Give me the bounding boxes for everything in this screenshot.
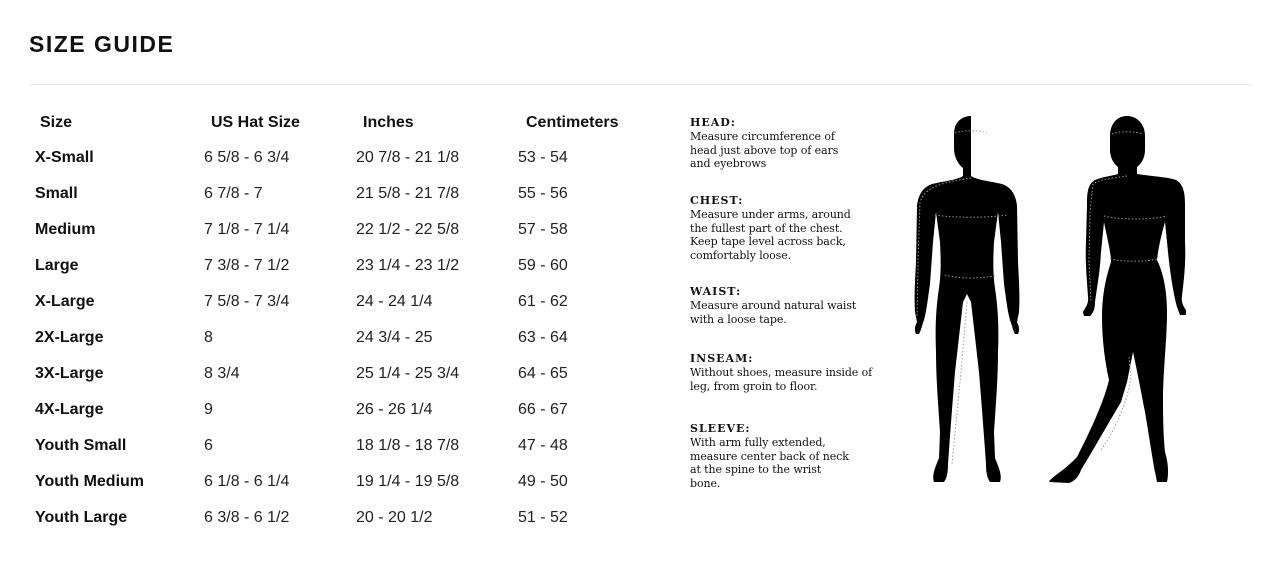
centimeters-cell: 66 - 67 [518, 401, 568, 418]
inches-cell: 24 3/4 - 25 [356, 329, 433, 346]
size-cell: 2X-Large [35, 329, 104, 346]
table-row [30, 140, 656, 176]
us-hat-size-cell: 8 3/4 [204, 365, 240, 382]
measurement-chest-text: Keep tape level across back, [690, 235, 846, 248]
measurement-chest-text: Measure under arms, around [690, 208, 851, 221]
measurement-waist-text: Measure around natural waist [690, 299, 857, 312]
us-hat-size-cell: 7 1/8 - 7 1/4 [204, 221, 290, 238]
measurement-sleeve-text: at the spine to the wrist [690, 463, 822, 476]
table-row [30, 284, 656, 320]
centimeters-cell: 61 - 62 [518, 293, 568, 310]
size-cell: X-Small [35, 149, 94, 166]
centimeters-cell: 51 - 52 [518, 509, 568, 526]
female-silhouette [1049, 116, 1186, 483]
size-cell: Small [35, 185, 78, 202]
inches-cell: 22 1/2 - 22 5/8 [356, 221, 460, 238]
us-hat-size-cell: 6 3/8 - 6 1/2 [204, 509, 290, 526]
table-row [30, 428, 656, 464]
measurement-sleeve-text: With arm fully extended, [690, 436, 826, 449]
measurement-head [690, 116, 880, 171]
measurement-chest-text: the fullest part of the chest. [690, 221, 843, 235]
table-row [30, 248, 656, 284]
measurement-chest-label: CHEST: [690, 194, 744, 207]
size-cell: Youth Small [35, 437, 127, 454]
table-header-row [30, 106, 656, 140]
measurement-head-text: Measure circumference of [690, 130, 835, 143]
measurement-inseam [690, 352, 880, 393]
inches-cell: 19 1/4 - 19 5/8 [356, 473, 460, 490]
header-us-hat-size: US Hat Size [211, 114, 300, 131]
measurement-sleeve [690, 422, 880, 490]
us-hat-size-cell: 6 7/8 - 7 [204, 185, 263, 202]
size-cell: 4X-Large [35, 401, 104, 418]
size-table [30, 106, 656, 536]
us-hat-size-cell: 7 5/8 - 7 3/4 [204, 293, 290, 310]
us-hat-size-cell: 6 1/8 - 6 1/4 [204, 473, 290, 490]
measurement-inseam-text: Without shoes, measure inside of [690, 366, 873, 379]
us-hat-size-cell: 6 5/8 - 6 3/4 [204, 149, 290, 166]
measurement-waist [690, 285, 880, 326]
measurement-sleeve-label: SLEEVE: [690, 422, 751, 435]
measurement-inseam-text: leg, from groin to floor. [690, 379, 818, 393]
centimeters-cell: 55 - 56 [518, 185, 568, 202]
table-row [30, 500, 656, 536]
measurement-inseam-label: INSEAM: [690, 352, 754, 365]
inches-cell: 24 - 24 1/4 [356, 293, 433, 310]
table-row [30, 464, 656, 500]
size-cell: Youth Medium [35, 473, 145, 490]
measurement-sleeve-text: measure center back of neck [690, 449, 849, 463]
inches-cell: 21 5/8 - 21 7/8 [356, 185, 460, 202]
us-hat-size-cell: 8 [204, 329, 213, 346]
centimeters-cell: 49 - 50 [518, 473, 568, 490]
size-cell: Large [35, 257, 79, 274]
inches-cell: 23 1/4 - 23 1/2 [356, 257, 460, 274]
measurement-waist-text: with a loose tape. [690, 312, 787, 326]
measurement-head-text: and eyebrows [690, 157, 767, 170]
table-row [30, 320, 656, 356]
size-cell: 3X-Large [35, 365, 104, 382]
page-title: SIZE GUIDE [29, 31, 175, 57]
inches-cell: 18 1/8 - 18 7/8 [356, 437, 460, 454]
centimeters-cell: 57 - 58 [518, 221, 568, 238]
header-centimeters: Centimeters [526, 114, 619, 131]
table-row [30, 356, 656, 392]
us-hat-size-cell: 7 3/8 - 7 1/2 [204, 257, 290, 274]
inches-cell: 25 1/4 - 25 3/4 [356, 365, 460, 382]
female-body [1049, 116, 1186, 483]
centimeters-cell: 47 - 48 [518, 437, 568, 454]
table-row [30, 392, 656, 428]
body-figures [905, 112, 1205, 492]
inches-cell: 26 - 26 1/4 [356, 401, 433, 418]
measurement-head-text: head just above top of ears [690, 143, 839, 157]
male-silhouette [915, 116, 1020, 482]
centimeters-cell: 64 - 65 [518, 365, 568, 382]
measurement-sleeve-text: bone. [690, 476, 721, 490]
title-divider [29, 84, 1252, 85]
us-hat-size-cell: 6 [204, 437, 213, 454]
inches-cell: 20 7/8 - 21 1/8 [356, 149, 460, 166]
size-table-body [30, 140, 656, 536]
table-row [30, 212, 656, 248]
measurement-head-label: HEAD: [690, 116, 736, 129]
size-cell: Youth Large [35, 509, 128, 526]
measurement-chest-text: comfortably loose. [690, 248, 792, 262]
us-hat-size-cell: 9 [204, 401, 213, 418]
header-size: Size [40, 114, 73, 131]
male-body [915, 116, 1020, 482]
centimeters-cell: 63 - 64 [518, 329, 568, 346]
inches-cell: 20 - 20 1/2 [356, 509, 433, 526]
centimeters-cell: 53 - 54 [518, 149, 568, 166]
header-inches: Inches [363, 114, 414, 131]
size-cell: Medium [35, 221, 96, 238]
centimeters-cell: 59 - 60 [518, 257, 568, 274]
table-row [30, 176, 656, 212]
size-cell: X-Large [35, 293, 95, 310]
measurement-chest [690, 194, 880, 262]
measurement-waist-label: WAIST: [690, 285, 742, 298]
